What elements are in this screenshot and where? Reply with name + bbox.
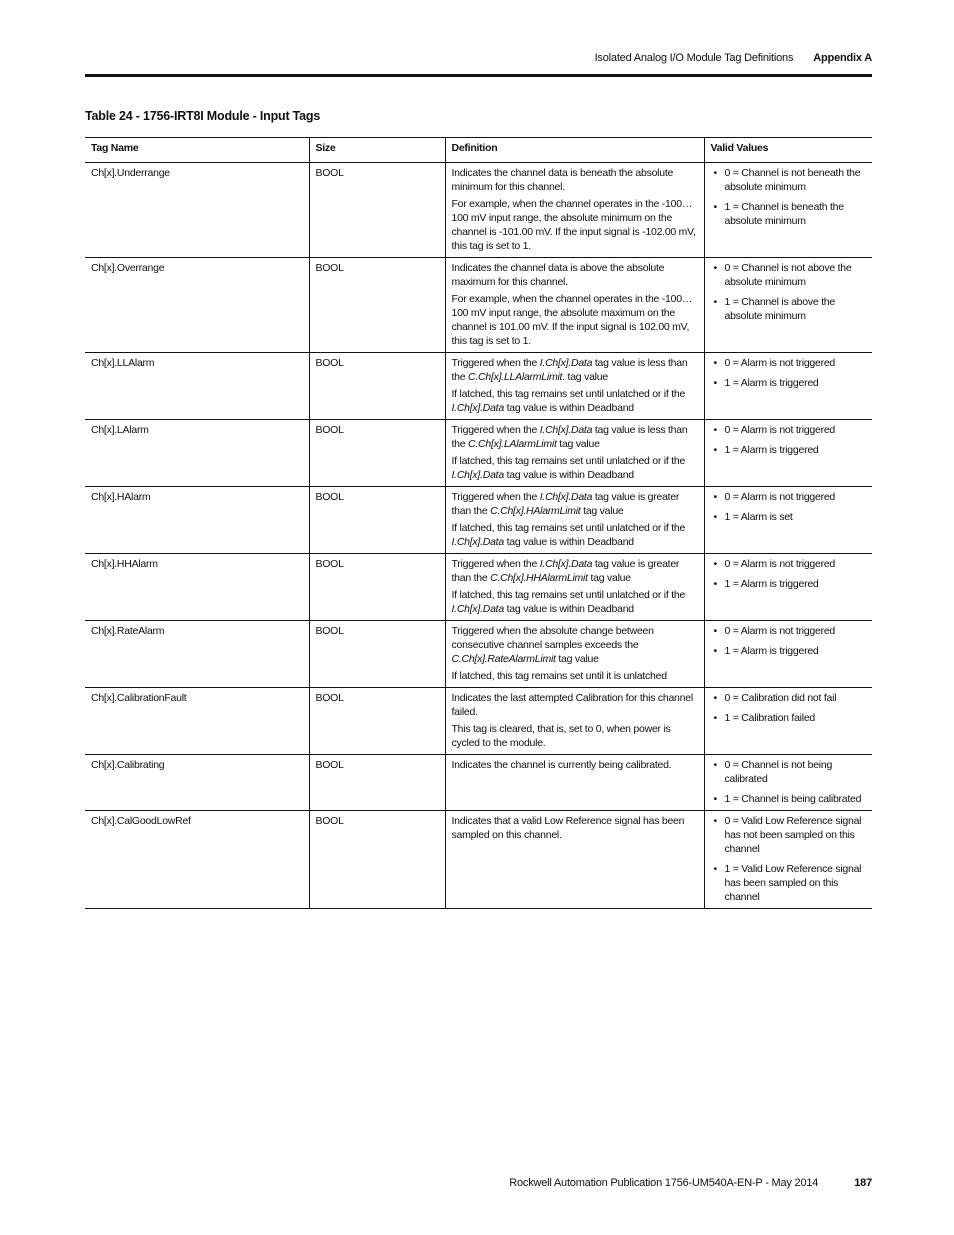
valid-values-cell — [704, 811, 872, 909]
definition-paragraph: Triggered when the absolute change between consecutive channel samples exceeds the C.Ch[x].RateAlarmLimit tag value — [451, 625, 654, 665]
table-body — [85, 163, 872, 909]
size-cell: BOOL — [309, 554, 445, 621]
valid-value-item: • 1 = Alarm is triggered — [711, 644, 867, 658]
table-row — [85, 554, 872, 621]
definition-paragraph: Indicates that a valid Low Reference signal has been sampled on this channel. — [451, 815, 685, 841]
valid-value-item: • 0 = Channel is not being calibrated — [711, 758, 867, 786]
tag-name-cell: Ch[x].HAlarm — [91, 491, 151, 503]
valid-values-cell — [704, 420, 872, 487]
valid-value-item: • 1 = Alarm is triggered — [711, 376, 867, 390]
page-number: 187 — [854, 1177, 872, 1189]
valid-value-item: • 1 = Channel is above the absolute minimum — [711, 295, 867, 323]
tag-name-cell: Ch[x].RateAlarm — [91, 625, 165, 637]
definition-paragraph: This tag is cleared, that is, set to 0, when power is cycled to the module. — [451, 723, 671, 749]
valid-values-list — [711, 490, 867, 524]
definition-paragraph: If latched, this tag remains set until unlatched or if the I.Ch[x].Data tag value is within Deadband — [451, 388, 686, 414]
table-row — [85, 487, 872, 554]
valid-value-item: • 1 = Alarm is triggered — [711, 577, 867, 591]
valid-value-item: • 0 = Alarm is not triggered — [711, 490, 867, 504]
valid-values-cell — [704, 258, 872, 353]
valid-value-item: • 1 = Calibration failed — [711, 711, 867, 725]
valid-value-item: • 1 = Alarm is triggered — [711, 443, 867, 457]
definition-paragraph: If latched, this tag remains set until unlatched or if the I.Ch[x].Data tag value is within Deadband — [451, 455, 686, 481]
valid-values-list — [711, 758, 867, 806]
definition-paragraph: Indicates the channel data is above the absolute maximum for this channel. — [451, 262, 665, 288]
valid-values-list — [711, 557, 867, 591]
size-cell: BOOL — [309, 420, 445, 487]
definition-cell — [445, 163, 704, 258]
definition-cell — [445, 258, 704, 353]
table-row — [85, 811, 872, 909]
size-cell: BOOL — [309, 487, 445, 554]
valid-value-item: • 0 = Calibration did not fail — [711, 691, 867, 705]
valid-value-item: • 0 = Alarm is not triggered — [711, 423, 867, 437]
valid-value-item: • 0 = Alarm is not triggered — [711, 356, 867, 370]
size-cell: BOOL — [309, 688, 445, 755]
definition-cell — [445, 621, 704, 688]
valid-values-cell — [704, 163, 872, 258]
valid-value-item: • 0 = Alarm is not triggered — [711, 624, 867, 638]
page-footer — [85, 1177, 872, 1189]
header-appendix-label: Appendix A — [813, 52, 872, 64]
size-cell: BOOL — [309, 621, 445, 688]
valid-values-list — [711, 356, 867, 390]
tag-name-cell: Ch[x].LAlarm — [91, 424, 149, 436]
definition-paragraph: For example, when the channel operates in the -100…100 mV input range, the absolute maximum on the channel is 101.00 mV. If the input signal is 102.00 mV, this tag is set to 1. — [451, 293, 693, 347]
header-section-title: Isolated Analog I/O Module Tag Definitions — [594, 52, 794, 64]
table-row — [85, 420, 872, 487]
definition-paragraph: If latched, this tag remains set until unlatched or if the I.Ch[x].Data tag value is within Deadband — [451, 589, 686, 615]
size-cell: BOOL — [309, 755, 445, 811]
definition-cell — [445, 554, 704, 621]
definition-paragraph: Indicates the channel is currently being calibrated. — [451, 759, 672, 771]
column-header-tag-name: Tag Name — [91, 142, 139, 154]
column-header-valid-values: Valid Values — [704, 138, 872, 163]
size-cell: BOOL — [309, 163, 445, 258]
table-caption: Table 24 - 1756-IRT8I Module - Input Tags — [85, 109, 321, 123]
tag-name-cell: Ch[x].CalibrationFault — [91, 692, 187, 704]
valid-values-list — [711, 624, 867, 658]
valid-values-cell — [704, 621, 872, 688]
valid-value-item: • 1 = Alarm is set — [711, 510, 867, 524]
valid-values-list — [711, 423, 867, 457]
header-rule — [85, 74, 872, 77]
valid-value-item: • 0 = Channel is not above the absolute minimum — [711, 261, 867, 289]
size-cell: BOOL — [309, 353, 445, 420]
tag-name-cell: Ch[x].Underrange — [91, 167, 170, 179]
definition-cell — [445, 487, 704, 554]
table-row — [85, 688, 872, 755]
table-row — [85, 258, 872, 353]
size-cell: BOOL — [309, 258, 445, 353]
definition-paragraph: For example, when the channel operates in the -100…100 mV input range, the absolute minimum on the channel is -101.00 mV. If the input signal is -102.00 mV, this tag is set to 1. — [451, 198, 696, 252]
definition-cell — [445, 811, 704, 909]
definition-paragraph: Indicates the channel data is beneath the absolute minimum for this channel. — [451, 167, 674, 193]
valid-values-list — [711, 261, 867, 323]
tag-name-cell: Ch[x].LLAlarm — [91, 357, 155, 369]
definition-paragraph: If latched, this tag remains set until unlatched or if the I.Ch[x].Data tag value is within Deadband — [451, 522, 686, 548]
definition-cell — [445, 755, 704, 811]
definition-paragraph: Triggered when the I.Ch[x].Data tag value is greater than the C.Ch[x].HAlarmLimit tag value — [451, 491, 680, 517]
valid-values-list — [711, 166, 867, 228]
table-row — [85, 755, 872, 811]
definition-paragraph: Triggered when the I.Ch[x].Data tag value is less than the C.Ch[x].LLAlarmLimit. tag value — [451, 357, 688, 383]
definition-cell — [445, 688, 704, 755]
valid-values-list — [711, 691, 867, 725]
footer-publication: Rockwell Automation Publication 1756-UM540A-EN-P - May 2014 — [509, 1177, 819, 1189]
valid-value-item: • 0 = Valid Low Reference signal has not been sampled on this channel — [711, 814, 867, 856]
tag-name-cell: Ch[x].Overrange — [91, 262, 165, 274]
definition-cell — [445, 353, 704, 420]
size-cell: BOOL — [309, 811, 445, 909]
input-tags-table — [85, 137, 872, 909]
valid-value-item: • 0 = Alarm is not triggered — [711, 557, 867, 571]
table-header-row — [85, 138, 872, 163]
tag-name-cell: Ch[x].Calibrating — [91, 759, 165, 771]
column-header-definition: Definition — [445, 138, 704, 163]
page-header — [85, 52, 872, 64]
tag-name-cell: Ch[x].HHAlarm — [91, 558, 158, 570]
valid-values-cell — [704, 688, 872, 755]
valid-values-list — [711, 814, 867, 904]
valid-values-cell — [704, 487, 872, 554]
valid-value-item: • 0 = Channel is not beneath the absolute minimum — [711, 166, 867, 194]
definition-paragraph: Triggered when the I.Ch[x].Data tag value is greater than the C.Ch[x].HHAlarmLimit tag value — [451, 558, 680, 584]
valid-values-cell — [704, 755, 872, 811]
definition-paragraph: Indicates the last attempted Calibration for this channel failed. — [451, 692, 693, 718]
definition-cell — [445, 420, 704, 487]
valid-values-cell — [704, 554, 872, 621]
table-row — [85, 163, 872, 258]
valid-value-item: • 1 = Valid Low Reference signal has been sampled on this channel — [711, 862, 867, 904]
valid-values-cell — [704, 353, 872, 420]
tag-name-cell: Ch[x].CalGoodLowRef — [91, 815, 191, 827]
definition-paragraph: Triggered when the I.Ch[x].Data tag value is less than the C.Ch[x].LAlarmLimit tag value — [451, 424, 688, 450]
column-header-size: Size — [309, 138, 445, 163]
table-row — [85, 353, 872, 420]
valid-value-item: • 1 = Channel is being calibrated — [711, 792, 867, 806]
table-row — [85, 621, 872, 688]
valid-value-item: • 1 = Channel is beneath the absolute minimum — [711, 200, 867, 228]
definition-paragraph: If latched, this tag remains set until it is unlatched — [451, 670, 667, 682]
